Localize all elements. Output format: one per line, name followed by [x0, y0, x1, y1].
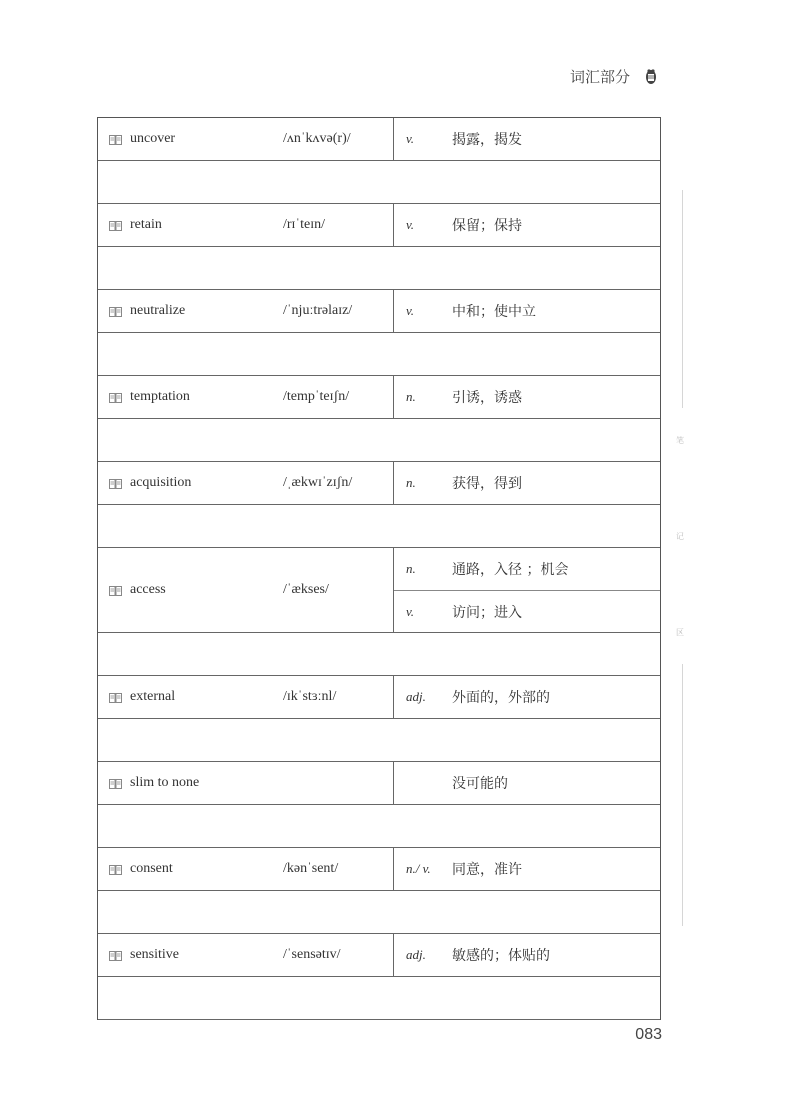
word-cell [98, 118, 393, 160]
phonetic: /tempˈteɪʃn/ [283, 389, 350, 404]
notes-blank-row[interactable] [98, 633, 660, 676]
bookworm-icon [644, 68, 658, 86]
word-cell [98, 290, 393, 332]
meaning: 通路，入径 ；机会 [452, 562, 569, 578]
word-cell [98, 762, 393, 804]
vocab-entry [98, 118, 660, 161]
word: slim to none [130, 775, 200, 790]
definition-cell [393, 118, 660, 160]
definition-cell [393, 848, 660, 890]
vocab-entry [98, 676, 660, 719]
phonetic: /kənˈsent/ [283, 861, 339, 876]
notes-line-top [682, 190, 683, 408]
part-of-speech: v. [406, 217, 415, 232]
word: retain [130, 217, 162, 232]
meaning: 访问；进入 [452, 604, 522, 621]
part-of-speech: n. [406, 389, 416, 404]
sense [394, 118, 660, 160]
notes-label-char: 笔 [676, 436, 684, 445]
sense [394, 290, 660, 332]
word: temptation [130, 389, 190, 404]
sense [394, 204, 660, 246]
notes-blank-row[interactable] [98, 161, 660, 204]
meaning: 获得，得到 [452, 476, 522, 492]
notes-line-bottom [682, 664, 683, 926]
meaning: 引诱，诱惑 [452, 390, 522, 406]
notes-blank-row[interactable] [98, 247, 660, 290]
part-of-speech: v. [406, 303, 415, 318]
definition-cell [393, 934, 660, 976]
meaning: 中和；使中立 [452, 304, 536, 320]
vocab-entry [98, 376, 660, 419]
part-of-speech: n. [406, 475, 416, 490]
notes-blank-row[interactable] [98, 719, 660, 762]
book-icon [109, 585, 122, 595]
book-icon [109, 950, 122, 960]
definition-cell [393, 462, 660, 504]
meaning: 外面的，外部的 [452, 690, 550, 706]
part-of-speech: v. [406, 131, 415, 146]
meaning: 保留；保持 [452, 218, 522, 234]
word-cell [98, 676, 393, 718]
phonetic: /ˈnjuːtrəlaɪz/ [283, 303, 353, 318]
vocab-entry [98, 290, 660, 333]
sense [394, 462, 660, 504]
book-icon [109, 134, 122, 144]
phonetic: /ɪkˈstɜːnl/ [283, 689, 337, 704]
vocab-entry [98, 762, 660, 805]
phonetic: /ˈsensətɪv/ [283, 947, 341, 962]
definition-cell [393, 548, 660, 632]
word-cell [98, 376, 393, 418]
meaning: 揭露，揭发 [452, 132, 522, 148]
book-icon [109, 220, 122, 230]
meaning: 同意，准许 [452, 862, 522, 878]
book-icon [109, 692, 122, 702]
word: sensitive [130, 947, 179, 962]
vocab-entry [98, 934, 660, 977]
meaning: 没可能的 [452, 776, 508, 792]
definition-cell [393, 204, 660, 246]
word: uncover [130, 131, 176, 146]
page-number: 083 [635, 1026, 662, 1043]
notes-blank-row[interactable] [98, 805, 660, 848]
book-icon [109, 306, 122, 316]
word-cell [98, 204, 393, 246]
vocabulary-table [97, 117, 661, 1020]
page-header [570, 66, 658, 87]
word-cell [98, 848, 393, 890]
vocab-entry [98, 548, 660, 633]
notes-blank-row[interactable] [98, 505, 660, 548]
sense [394, 376, 660, 418]
sense [394, 934, 660, 976]
notes-label-char: 记 [676, 532, 684, 541]
notes-blank-row[interactable] [98, 419, 660, 462]
word: acquisition [130, 475, 192, 490]
meaning: 敏感的；体贴的 [452, 948, 550, 964]
notes-label-char: 区 [676, 628, 684, 637]
sense [394, 676, 660, 718]
definition-cell [393, 762, 660, 804]
section-title: 词汇部分 [569, 68, 630, 86]
vocab-entry [98, 204, 660, 247]
book-icon [109, 392, 122, 402]
part-of-speech: v. [406, 603, 415, 619]
phonetic: /ˈækses/ [283, 582, 329, 597]
notes-blank-row[interactable] [98, 977, 660, 1020]
phonetic: /ʌnˈkʌvə(r)/ [283, 131, 351, 146]
definition-cell [393, 676, 660, 718]
word: neutralize [130, 303, 186, 318]
word-cell [98, 462, 393, 504]
vocab-entry [98, 462, 660, 505]
part-of-speech: n./ v. [406, 861, 431, 876]
book-icon [109, 478, 122, 488]
sense [394, 762, 660, 804]
word: access [130, 582, 166, 597]
vocab-entry [98, 848, 660, 891]
notes-blank-row[interactable] [98, 333, 660, 376]
part-of-speech: n. [406, 561, 416, 576]
word: consent [130, 861, 173, 876]
book-icon [109, 778, 122, 788]
definition-cell [393, 290, 660, 332]
book-icon [109, 864, 122, 874]
part-of-speech: adj. [406, 947, 426, 962]
word-cell [98, 548, 393, 632]
notes-blank-row[interactable] [98, 891, 660, 934]
definition-cell [393, 376, 660, 418]
sense [394, 590, 660, 632]
phonetic: /rɪˈteɪn/ [283, 217, 325, 232]
phonetic: /ˌækwɪˈzɪʃn/ [283, 475, 353, 490]
word-cell [98, 934, 393, 976]
sense [394, 548, 660, 590]
sense [394, 848, 660, 890]
part-of-speech: adj. [406, 689, 426, 704]
word: external [130, 689, 176, 704]
